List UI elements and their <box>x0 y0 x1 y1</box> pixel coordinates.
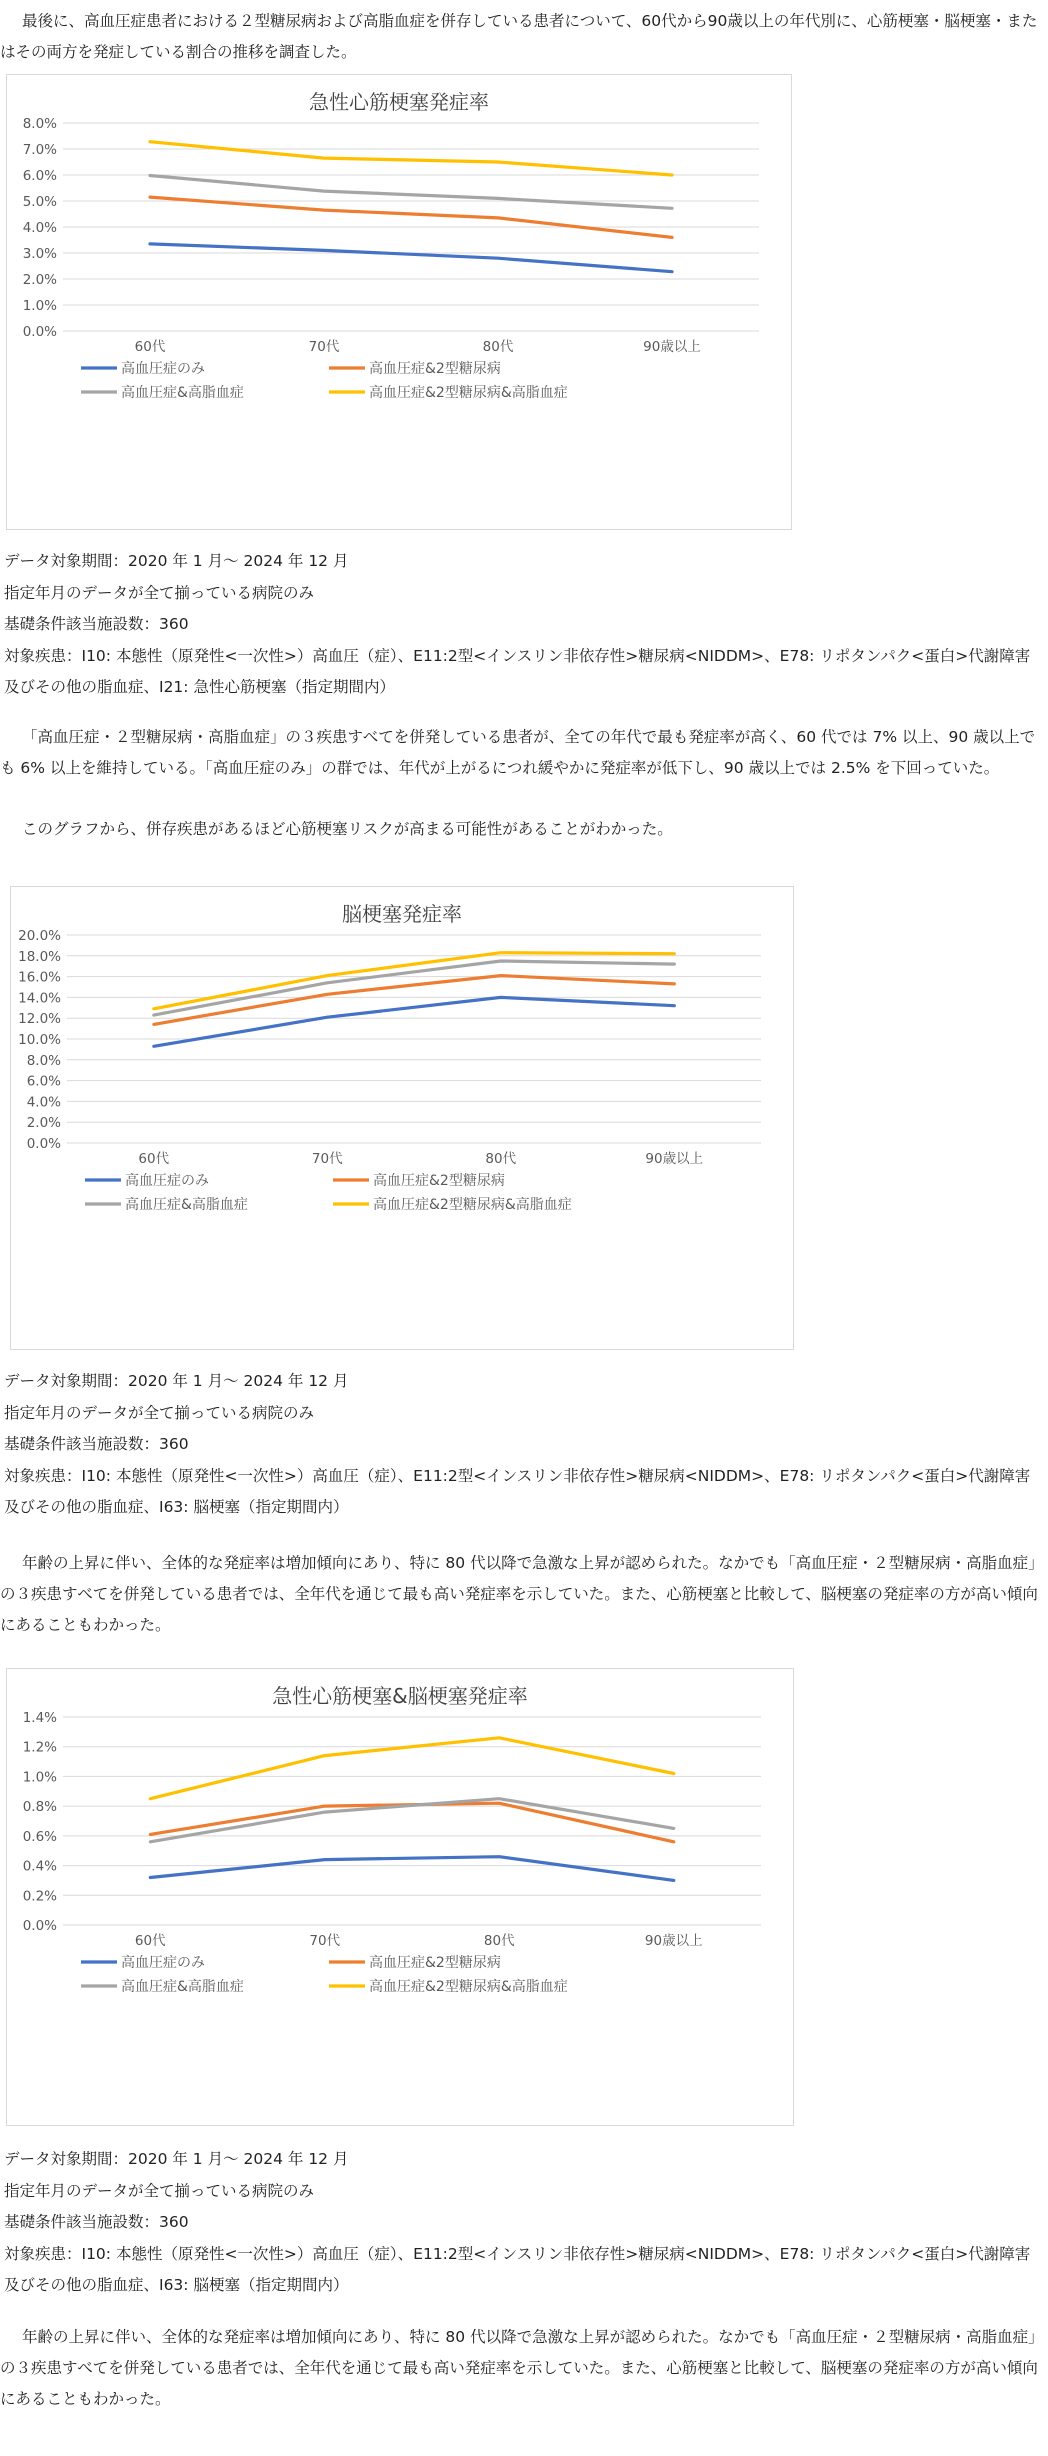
y-tick-label: 0.6% <box>22 1828 57 1845</box>
y-tick-label: 14.0% <box>18 990 61 1007</box>
x-tick-label: 80代 <box>482 339 514 355</box>
legend-label-3: 高血圧症&高脂血症 <box>125 1197 248 1213</box>
chart-myocardial-infarction <box>7 75 791 529</box>
chart-title: 脳梗塞発症率 <box>342 902 462 926</box>
x-tick-label: 90歳以上 <box>643 339 701 355</box>
analysis-paragraph-2: このグラフから、併存疾患があるほど心筋梗塞リスクが高まる可能性があることがわかった。 <box>22 820 673 838</box>
legend-label-1: 高血圧症のみ <box>121 361 205 377</box>
y-tick-label: 8.0% <box>22 116 57 132</box>
y-tick-label: 0.2% <box>22 1888 57 1905</box>
y-tick-label: 20.0% <box>18 928 61 944</box>
x-tick-label: 70代 <box>309 1933 341 1949</box>
y-tick-label: 4.0% <box>26 1094 61 1111</box>
y-tick-label: 6.0% <box>26 1073 61 1090</box>
target-diseases: 対象疾患：I10: 本態性（原発性<一次性>）高血圧（症）、E11:2型<インスリン非依存性>糖尿病<NIDDM>、E78: リポタンパク<蛋白>代謝障害及びその他の脂血症、I63: 脳梗塞（指定期間内） <box>4 2244 1031 2294</box>
legend-label-1: 高血圧症のみ <box>125 1173 209 1189</box>
hospital-condition: 指定年月のデータが全て揃っている病院のみ <box>4 583 315 602</box>
y-tick-label: 5.0% <box>22 194 57 210</box>
y-tick-label: 2.0% <box>26 1115 61 1132</box>
y-tick-label: 7.0% <box>22 142 57 158</box>
legend-label-3: 高血圧症&高脂血症 <box>121 385 244 401</box>
chart2-metadata <box>4 1366 1044 1524</box>
x-tick-label: 80代 <box>483 1933 515 1949</box>
y-tick-label: 0.8% <box>22 1799 57 1816</box>
analysis-paragraph-3: 年齢の上昇に伴い、全体的な発症率は増加傾向にあり、特に 80 代以降で急激な上昇が認められた。なかでも「高血圧症・２型糖尿病・高脂血症」の３疾患すべてを併発している患者では、全年代を通じて最も高い発症率を示していた。また、心筋梗塞と比較して、脳梗塞の発症率の方が高い傾向にあることもわかった。 <box>0 1554 1038 1634</box>
series-line-4 <box>150 142 672 175</box>
x-tick-label: 80代 <box>485 1151 517 1167</box>
analysis-paragraph-1: 「高血圧症・２型糖尿病・高脂血症」の３疾患すべてを併発している患者が、全ての年代で最も発症率が高く、60 代では 7% 以上、90 歳以上でも 6% 以上を維持している。「高血圧症のみ」の群では、年代が上がるにつれ緩やかに発症率が低下し、90 歳以上では 2.5% を下回っていた。 <box>0 728 1036 777</box>
y-tick-label: 12.0% <box>18 1011 61 1028</box>
legend-label-4: 高血圧症&2型糖尿病&高脂血症 <box>369 385 568 401</box>
legend-label-3: 高血圧症&高脂血症 <box>121 1979 244 1995</box>
chart1-metadata <box>4 546 1044 704</box>
gridlines <box>63 123 759 331</box>
series-line-1 <box>150 1857 674 1881</box>
x-tick-label: 60代 <box>138 1151 170 1167</box>
y-tick-label: 3.0% <box>22 246 57 262</box>
target-diseases: 対象疾患：I10: 本態性（原発性<一次性>）高血圧（症）、E11:2型<インスリン非依存性>糖尿病<NIDDM>、E78: リポタンパク<蛋白>代謝障害及びその他の脂血症、I21: 急性心筋梗塞（指定期間内） <box>4 646 1031 696</box>
data-period: データ対象期間：2020 年 1 月～ 2024 年 12 月 <box>4 1372 349 1390</box>
facility-count: 基礎条件該当施設数：360 <box>4 615 189 633</box>
chart-combined-infarction <box>7 1669 793 2125</box>
y-tick-label: 4.0% <box>22 220 57 236</box>
chart-cerebral-infarction <box>11 887 793 1349</box>
y-tick-label: 10.0% <box>18 1032 61 1048</box>
hospital-condition: 指定年月のデータが全て揃っている病院のみ <box>4 2181 315 2200</box>
y-tick-label: 1.0% <box>22 1769 57 1786</box>
legend-label-2: 高血圧症&2型糖尿病 <box>369 361 501 377</box>
chart3-metadata <box>4 2144 1044 2302</box>
x-tick-label: 70代 <box>311 1151 343 1167</box>
facility-count: 基礎条件該当施設数：360 <box>4 2213 189 2231</box>
data-period: データ対象期間：2020 年 1 月～ 2024 年 12 月 <box>4 552 349 570</box>
y-tick-label: 0.0% <box>22 1918 57 1934</box>
x-tick-label: 90歳以上 <box>644 1933 703 1949</box>
gridlines <box>67 935 761 1143</box>
chart-frame-combined <box>6 1668 794 2126</box>
x-tick-label: 90歳以上 <box>645 1151 704 1167</box>
x-tick-label: 60代 <box>134 1933 166 1949</box>
analysis-paragraph-4: 年齢の上昇に伴い、全体的な発症率は増加傾向にあり、特に 80 代以降で急激な上昇が認められた。なかでも「高血圧症・２型糖尿病・高脂血症」の３疾患すべてを併発している患者では、全年代を通じて最も高い発症率を示していた。また、心筋梗塞と比較して、脳梗塞の発症率の方が高い傾向にあることもわかった。 <box>0 2328 1038 2408</box>
y-tick-label: 1.2% <box>22 1739 57 1756</box>
legend-label-4: 高血圧症&2型糖尿病&高脂血症 <box>373 1197 572 1213</box>
series-line-1 <box>150 244 672 272</box>
y-tick-label: 0.0% <box>26 1136 61 1152</box>
legend-label-2: 高血圧症&2型糖尿病 <box>369 1955 501 1971</box>
legend-label-1: 高血圧症のみ <box>121 1955 205 1971</box>
hospital-condition: 指定年月のデータが全て揃っている病院のみ <box>4 1403 315 1422</box>
y-tick-label: 0.0% <box>22 324 57 340</box>
target-diseases: 対象疾患：I10: 本態性（原発性<一次性>）高血圧（症）、E11:2型<インスリン非依存性>糖尿病<NIDDM>、E78: リポタンパク<蛋白>代謝障害及びその他の脂血症、I63: 脳梗塞（指定期間内） <box>4 1466 1031 1516</box>
y-tick-label: 2.0% <box>22 272 57 288</box>
y-tick-label: 16.0% <box>18 969 61 986</box>
chart-title: 急性心筋梗塞発症率 <box>309 90 489 114</box>
y-tick-label: 6.0% <box>22 168 57 184</box>
chart-frame-myocardial <box>6 74 792 530</box>
facility-count: 基礎条件該当施設数：360 <box>4 1435 189 1453</box>
x-tick-label: 60代 <box>134 339 166 355</box>
y-tick-label: 8.0% <box>26 1052 61 1069</box>
legend-label-2: 高血圧症&2型糖尿病 <box>373 1173 505 1189</box>
y-tick-label: 1.4% <box>22 1710 57 1726</box>
chart-frame-cerebral <box>10 886 794 1350</box>
chart-title: 急性心筋梗塞&脳梗塞発症率 <box>272 1684 528 1708</box>
data-period: データ対象期間：2020 年 1 月～ 2024 年 12 月 <box>4 2150 349 2168</box>
y-tick-label: 1.0% <box>22 298 57 314</box>
y-tick-label: 18.0% <box>18 948 61 965</box>
intro-paragraph: 最後に、高血圧症患者における２型糖尿病および高脂血症を併存している患者について、60代から90歳以上の年代別に、心筋梗塞・脳梗塞・またはその両方を発症している割合の推移を調査した。 <box>0 12 1038 61</box>
legend-label-4: 高血圧症&2型糖尿病&高脂血症 <box>369 1979 568 1995</box>
x-tick-label: 70代 <box>308 339 340 355</box>
y-tick-label: 0.4% <box>22 1858 57 1875</box>
